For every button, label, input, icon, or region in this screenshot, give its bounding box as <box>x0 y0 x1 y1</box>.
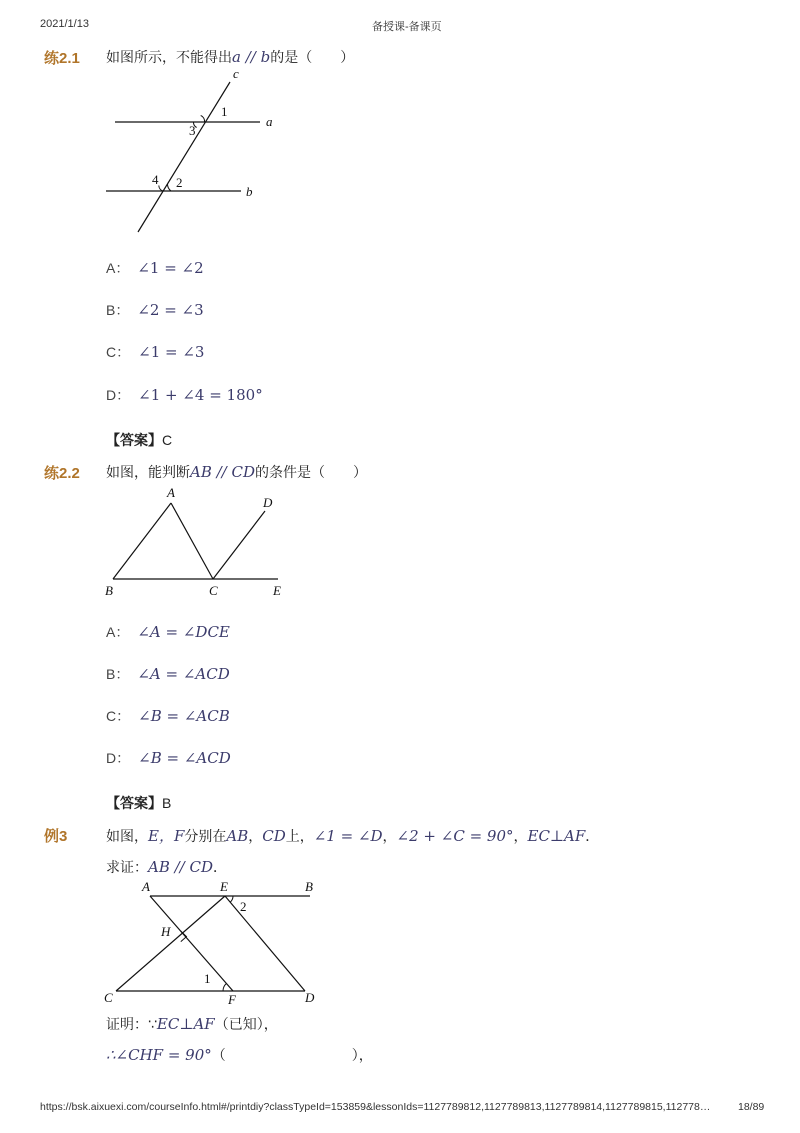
angle-label-2: 2 <box>240 899 247 914</box>
answer: 【答案】B <box>106 795 172 811</box>
line-label-b: b <box>246 184 253 199</box>
angle-label-3: 3 <box>189 123 196 138</box>
page-url: https://bsk.aixuexi.com/courseInfo.html#/printdiy?classTypeId=153859&lessonIds=1127789812,1127789813,1127789814,1127789815,112778… <box>40 1101 711 1113</box>
line-label-c: c <box>233 66 239 81</box>
prove-statement: 求证：AB // CD． <box>106 858 228 876</box>
angle-label-1: 1 <box>204 971 211 986</box>
option-c: C： ∠B = ∠ACB <box>106 707 230 725</box>
figure-parallel-proof <box>100 876 330 1011</box>
figure-parallel-lines <box>100 62 300 237</box>
figure-triangle <box>100 482 300 602</box>
question-stem: 如图，能判断AB // CD的条件是（ ） <box>106 463 368 481</box>
option-d: D： ∠1 + ∠4 = 180° <box>106 386 263 404</box>
point-label-E: E <box>273 583 281 598</box>
option-a: A： ∠A = ∠DCE <box>106 623 230 641</box>
line-label-a: a <box>266 114 273 129</box>
point-label-F: F <box>228 992 236 1007</box>
math-expr: AB // CD <box>190 463 256 481</box>
question-label: 练2.2 <box>44 465 80 482</box>
point-label-D: D <box>305 990 315 1005</box>
proof-line-2: ∴∠CHF = 90°（ ）， <box>106 1046 373 1064</box>
point-label-H: H <box>161 924 171 939</box>
option-a: A： ∠1 = ∠2 <box>106 259 204 277</box>
point-label-A: A <box>167 485 175 500</box>
proof-line-1: 证明：∵EC⊥AF（已知）， <box>106 1015 278 1033</box>
option-c: C： ∠1 = ∠3 <box>106 343 205 361</box>
option-d: D： ∠B = ∠ACD <box>106 749 231 767</box>
point-label-D: D <box>263 495 273 510</box>
point-label-C: C <box>104 990 113 1005</box>
page-header-title: 备授课-备课页 <box>372 21 442 33</box>
question-stem: 如图，E，F分别在AB，CD上，∠1 = ∠D，∠2 + ∠C = 90°，EC⊥AF． <box>106 827 600 845</box>
point-label-B: B <box>305 879 313 894</box>
option-b: B： ∠2 = ∠3 <box>106 301 204 319</box>
answer: 【答案】C <box>106 432 173 448</box>
option-b: B： ∠A = ∠ACD <box>106 665 230 683</box>
point-label-C: C <box>209 583 218 598</box>
point-label-B: B <box>105 583 113 598</box>
print-date: 2021/1/13 <box>40 18 89 30</box>
point-label-A: A <box>142 879 150 894</box>
question-stem: 如图所示，不能得出a // b的是（ ） <box>106 48 355 66</box>
angle-label-2: 2 <box>176 175 183 190</box>
question-label: 例3 <box>44 828 68 845</box>
point-label-E: E <box>220 879 228 894</box>
question-label: 练2.1 <box>44 50 80 67</box>
math-expr: a // b <box>232 48 271 66</box>
angle-label-1: 1 <box>221 104 228 119</box>
page-number: 18/89 <box>738 1101 765 1113</box>
angle-label-4: 4 <box>152 172 159 187</box>
